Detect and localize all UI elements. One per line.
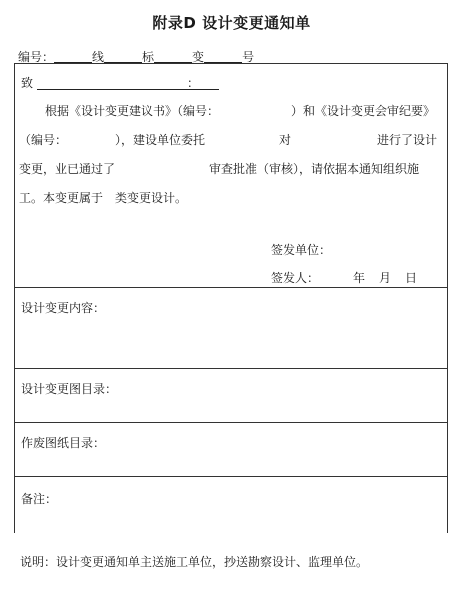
footnote: 说明：设计变更通知单主送施工单位，抄送勘察设计、监理单位。: [20, 555, 369, 569]
date-month-label: 月: [379, 271, 392, 285]
page-title: 附录D 设计变更通知单: [152, 14, 311, 32]
date-year-label: 年: [353, 271, 366, 285]
section-number-blank[interactable]: [104, 50, 142, 63]
change-label: 变: [192, 50, 205, 64]
divider-voided: [15, 422, 447, 423]
serial-label: 号: [242, 50, 255, 64]
notice-line-4: 工。本变更属于 类变更设计。: [19, 191, 188, 205]
notice-line-2c: 对: [279, 133, 292, 147]
voided-drawings-label: 作废图纸目录：: [21, 436, 106, 450]
line-number-blank[interactable]: [54, 50, 92, 63]
remarks-label: 备注：: [21, 492, 58, 506]
addressee-label: 致: [21, 76, 34, 90]
issuer-unit-label: 签发单位：: [271, 243, 332, 257]
serial-number-blank[interactable]: [204, 50, 242, 63]
notice-line-2b: ），建设单位委托: [115, 133, 206, 147]
addressee-colon: ：: [187, 76, 200, 90]
date-day-label: 日: [405, 271, 418, 285]
number-prefix: 编号：: [18, 50, 55, 64]
divider-content: [15, 287, 447, 288]
notice-line-2d: 进行了设计: [377, 133, 438, 147]
change-content-label: 设计变更内容：: [21, 301, 106, 315]
change-number-blank[interactable]: [154, 50, 192, 63]
section-label: 标: [142, 50, 155, 64]
line-label: 线: [92, 50, 105, 64]
notice-line-1a: 根据《设计变更建议书》（编号：: [45, 104, 220, 118]
divider-drawings: [15, 368, 447, 369]
notice-line-1b: ）和《设计变更会审纪要》: [291, 104, 436, 118]
notice-line-2a: （编号：: [19, 133, 68, 147]
divider-remarks: [15, 476, 447, 477]
notice-line-3b: 审查批准（审核），请依据本通知组织施: [209, 162, 420, 176]
notice-line-3a: 变更，业已通过了: [19, 162, 116, 176]
issuer-person-label: 签发人：: [271, 271, 320, 285]
change-notice-form: [14, 63, 448, 533]
change-drawings-label: 设计变更图目录：: [21, 382, 118, 396]
